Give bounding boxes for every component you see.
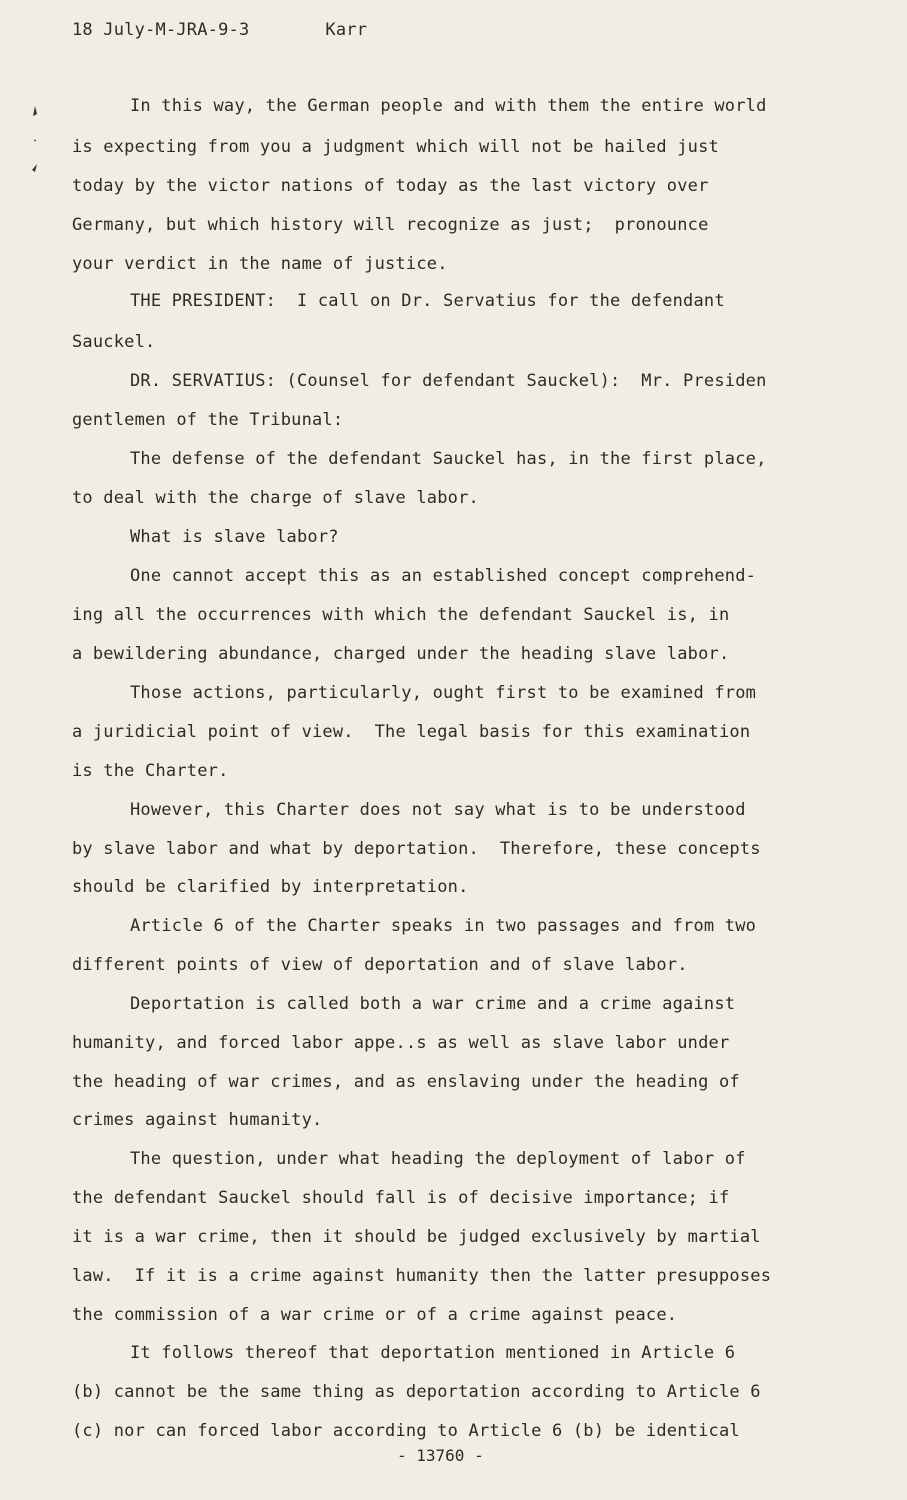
text-line: (c) nor can forced labor according to Article 6 (b) be identical	[72, 1421, 740, 1441]
page-number: - 13760 -	[397, 1446, 484, 1465]
text-line: should be clarified by interpretation.	[72, 877, 469, 897]
text-line: to deal with the charge of slave labor.	[72, 488, 479, 508]
text-line: (b) cannot be the same thing as deportation according to Article 6	[72, 1382, 761, 1402]
text-line: is expecting from you a judgment which will not be hailed just	[72, 137, 719, 157]
text-line: it is a war crime, then it should be judged exclusively by martial	[72, 1227, 761, 1247]
text-line: different points of view of deportation and of slave labor.	[72, 955, 688, 975]
page-header	[72, 20, 367, 40]
transcript-reference: 18 July-M-JRA-9-3	[72, 20, 250, 40]
text-line: by slave labor and what by deportation. Therefore, these concepts	[72, 839, 761, 859]
text-line: Deportation is called both a war crime and a crime against	[130, 994, 736, 1014]
text-line: Article 6 of the Charter speaks in two passages and from two	[130, 916, 757, 936]
text-line: a bewildering abundance, charged under the heading slave labor.	[72, 644, 730, 664]
text-line: humanity, and forced labor appe..s as well as slave labor under	[72, 1033, 730, 1053]
text-line: is the Charter.	[72, 761, 229, 781]
text-line: your verdict in the name of justice.	[72, 254, 448, 274]
text-line: today by the victor nations of today as the last victory over	[72, 176, 709, 196]
text-line: It follows thereof that deportation mentioned in Article 6	[130, 1343, 736, 1363]
text-line: gentlemen of the Tribunal:	[72, 410, 344, 430]
text-line: However, this Charter does not say what is to be understood	[130, 800, 746, 820]
reporter-name: Karr	[325, 20, 368, 40]
text-line: the commission of a war crime or of a crime against peace.	[72, 1305, 678, 1325]
text-line: THE PRESIDENT: I call on Dr. Servatius for the defendant	[130, 291, 725, 311]
text-line: Those actions, particularly, ought first to be examined from	[130, 683, 757, 703]
margin-marks	[28, 100, 42, 180]
text-line: One cannot accept this as an established concept comprehend-	[130, 566, 757, 586]
text-line: the heading of war crimes, and as enslaving under the heading of	[72, 1072, 740, 1092]
text-line: law. If it is a crime against humanity then the latter presupposes	[72, 1266, 772, 1286]
text-line: Sauckel.	[72, 332, 156, 352]
text-line: DR. SERVATIUS: (Counsel for defendant Sauckel): Mr. Presiden	[130, 371, 767, 391]
text-line: a juridicial point of view. The legal basis for this examination	[72, 722, 751, 742]
text-line: Germany, but which history will recognize as just; pronounce	[72, 215, 709, 235]
text-line: The question, under what heading the deployment of labor of	[130, 1149, 746, 1169]
text-line: The defense of the defendant Sauckel has, in the first place,	[130, 449, 767, 469]
text-line: the defendant Sauckel should fall is of decisive importance; if	[72, 1188, 730, 1208]
text-line: ing all the occurrences with which the defendant Sauckel is, in	[72, 605, 730, 625]
text-line: In this way, the German people and with them the entire world	[130, 96, 767, 116]
text-line: crimes against humanity.	[72, 1110, 323, 1130]
text-line: What is slave labor?	[130, 527, 339, 547]
